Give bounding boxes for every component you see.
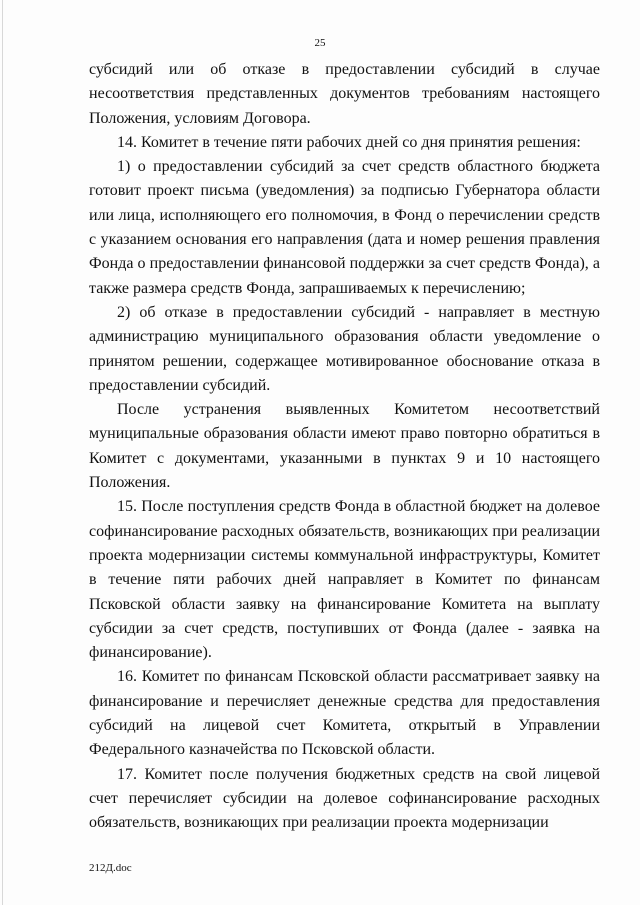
document-body [89,58,600,836]
paragraph-after-correction: После устранения выявленных Комитетом несоответствий муниципальные образования области имеют право повторно обратиться в Комитет с документами, указанными в пунктах 9 и 10 настоящего Положения. [89,401,600,492]
paragraph-continuation: субсидий или об отказе в предоставлении субсидий в случае несоответствия представленных документов требованиям настоящего Положения, условиям Договора. [89,61,600,127]
page-number: 25 [314,37,326,49]
paragraph-item-15: 15. После поступления средств Фонда в областной бюджет на долевое софинансирование расходных обязательств, возникающих при реализации проекта модернизации системы коммунальной инфраструктуры, Комитет в течение пяти рабочих дней направляет в Комитет по финансам Псковской области заявку на финансирование Комитета на выплату субсидии за счет средств, поступивших от Фонда (далее - заявка на финансирование). [89,498,600,662]
scan-edge-line [2,0,3,905]
file-name-footer: 212Д.doc [89,862,132,874]
paragraph-subitem-2: 2) об отказе в предоставлении субсидий - направляет в местную администрацию муниципального образования области уведомление о принятом решении, содержащее мотивированное обоснование отказа в предоставлении субсидий. [89,303,600,394]
paragraph-item-16: 16. Комитет по финансам Псковской области рассматривает заявку на финансирование и перечисляет денежные средства для предоставления субсидий на лицевой счет Комитета, открытый в Управлении Федерального казначейства по Псковской области. [89,668,600,759]
paragraph-item-17: 17. Комитет после получения бюджетных средств на свой лицевой счет перечисляет субсидии на долевое софинансирование расходных обязательств, возникающих при реализации проекта модернизации [89,765,600,832]
paragraph-subitem-1: 1) о предоставлении субсидий за счет средств областного бюджета готовит проект письма (уведомления) за подписью Губернатора области или лица, исполняющего его полномочия, в Фонд о перечислении средств с указанием основания его направления (дата и номер решения правления Фонда о предоставлении финансовой поддержки за счет средств Фонда), а также размера средств Фонда, запрашиваемых к перечислению; [89,158,600,297]
paragraph-item-14: 14. Комитет в течение пяти рабочих дней со дня принятия решения: [117,133,581,151]
